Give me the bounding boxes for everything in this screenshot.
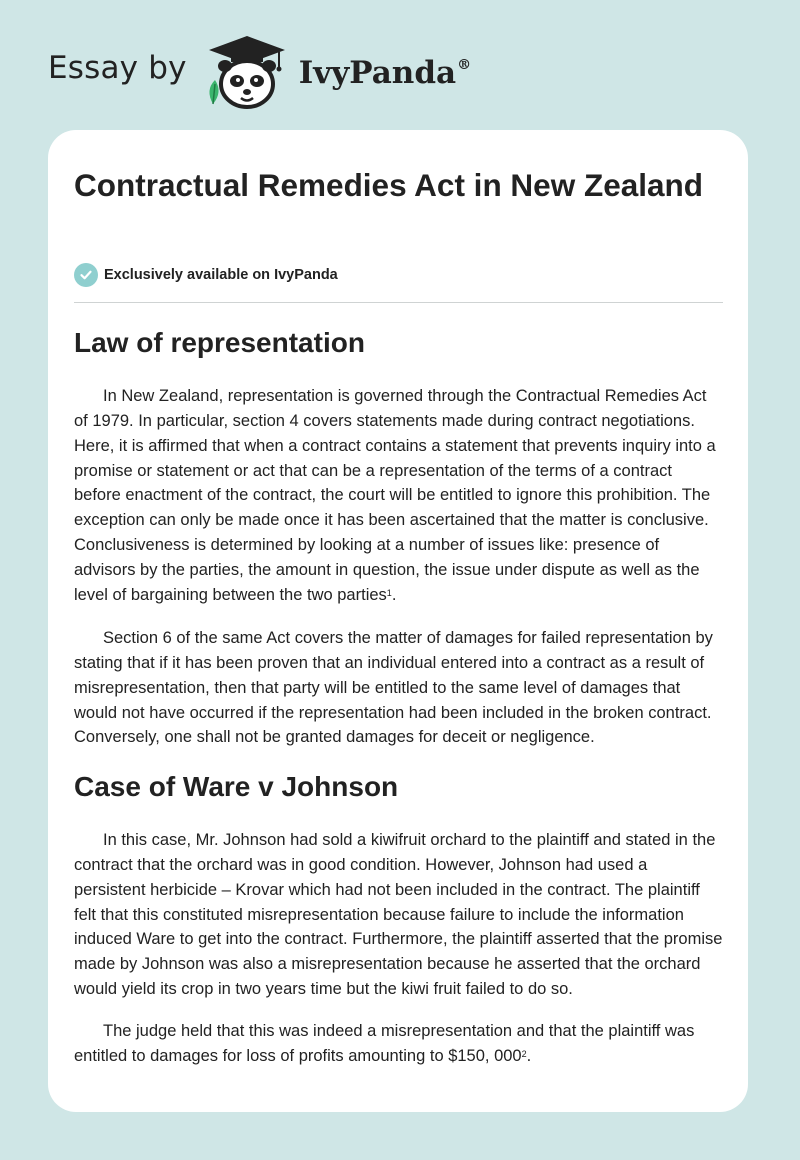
brand-name: IvyPanda® <box>298 55 472 91</box>
paragraph: Section 6 of the same Act covers the matter of damages for failed representation by stating that if it has been proven that an individual entered into a contract as a result of misrepresentation, then that party will be entitled to the same level of damages that would not have occurred if the representation had been included in the broken contract. Conversely, one shall not be granted damages for deceit or negligence. <box>74 629 713 747</box>
check-circle-icon <box>74 263 98 287</box>
badge-label: Exclusively available on IvyPanda <box>104 267 338 283</box>
brand-header <box>48 34 471 110</box>
footnote-ref[interactable]: 2 <box>521 1048 527 1059</box>
section-heading: Law of representation <box>74 327 365 358</box>
paragraph: In New Zealand, representation is governed through the Contractual Remedies Act of 1979. In particular, section 4 covers statements made during contract negotiations. Here, it is affirmed that when a contract contains a statement that prevents inquiry into a promise or statement or act that can be a representation of the terms of a contract before enactment of the contract, the court will be entitled to ignore this prohibition. The exception can only be made once it has been ascertained that the matter is conclusive. Conclusiveness is determined by looking at a number of issues like: presence of advisors by the parties, the amount in question, the issue under dispute as well as the level of bargaining between the two parties$^1$. <box>74 387 716 604</box>
page-title: Contractual Remedies Act in New Zealand <box>74 167 703 203</box>
exclusive-badge <box>74 263 338 287</box>
brand-prefix: Essay by <box>48 50 187 86</box>
essay-card <box>48 130 748 1112</box>
footnote-ref[interactable]: 1 <box>386 587 392 598</box>
paragraph: In this case, Mr. Johnson had sold a kiwifruit orchard to the plaintiff and stated in the contract that the orchard was in good condition. However, Johnson had used a persistent herbicide – Krovar which had not been included in the contract. The plaintiff felt that this constituted misrepresentation because failure to include the information induced Ware to get into the contract. Furthermore, the plaintiff asserted that the promise made by Johnson was also a misrepresentation because he asserted that the orchard would yield its crop in two years time but the kiwi fruit failed to do so. <box>74 831 723 999</box>
paragraph: The judge held that this was indeed a misrepresentation and that the plaintiff was entitled to damages for loss of profits amounting to $150, 000$^2$. <box>74 1022 695 1065</box>
panda-logo-icon <box>201 34 293 110</box>
divider <box>74 302 723 303</box>
section-heading: Case of Ware v Johnson <box>74 771 399 802</box>
